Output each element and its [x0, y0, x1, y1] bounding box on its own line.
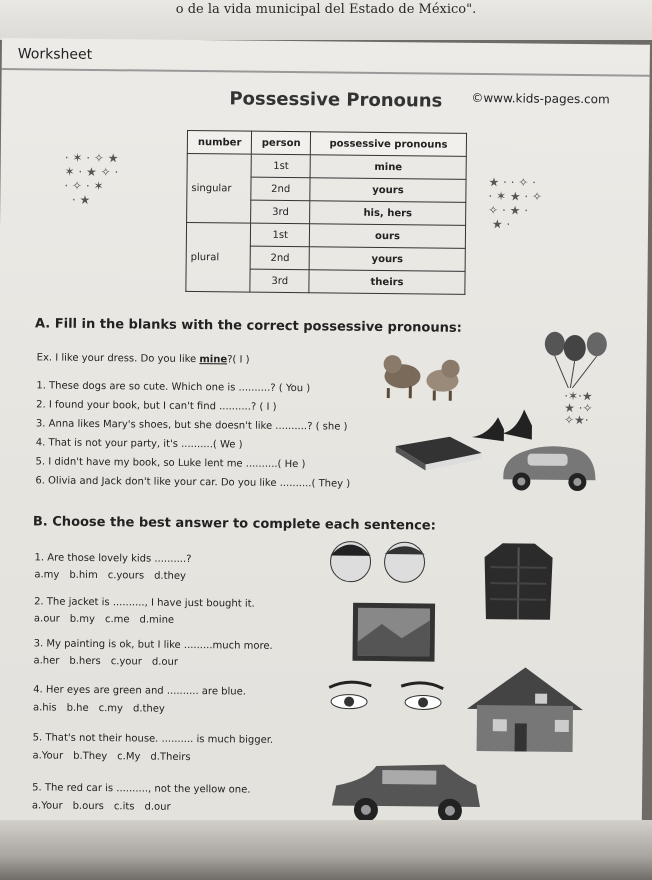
sparkle-decoration-right: ★ · · ✧ · · ✶ ★ · ✧ ✧ · ★ · ★ ·	[488, 175, 543, 232]
option-d: d.they	[154, 570, 187, 582]
option-b: b.ours	[72, 800, 104, 813]
option-c: c.yours	[107, 570, 145, 582]
car-illustration	[497, 435, 600, 494]
exercise-b-options	[34, 613, 184, 626]
table-cell-pronoun: his, hers	[310, 201, 466, 226]
option-b: b.my	[69, 613, 96, 626]
table-cell-person: 2nd	[251, 177, 310, 201]
top-caption: o de la vida municipal del Estado de México".	[175, 2, 477, 17]
option-d: d.mine	[139, 614, 175, 626]
balloons-illustration	[538, 330, 611, 391]
table-cell-pronoun: yours	[309, 247, 465, 272]
example-sentence	[37, 352, 250, 365]
kids-faces-illustration	[320, 533, 437, 586]
option-a: a.my	[34, 569, 60, 581]
dogs-illustration	[376, 348, 469, 403]
section-b-title: B. Choose the best answer to complete each sentence:	[32, 514, 436, 534]
option-d: d.our	[144, 801, 171, 813]
exercise-b-question: 3. My painting is ok, but I like .........much more.	[33, 638, 273, 652]
table-cell-pronoun: ours	[309, 224, 465, 249]
site-credit: ©www.kids-pages.com	[471, 90, 610, 107]
book-illustration	[389, 432, 485, 473]
table-group-plural: plural	[186, 222, 251, 292]
exercise-a-item: 2. I found your book, but I can't find ..........? ( I )	[36, 399, 277, 413]
option-c: c.its	[113, 801, 135, 813]
table-header-pronouns: possessive pronouns	[310, 132, 466, 157]
option-a: a.Your	[31, 800, 63, 812]
exercise-a-item: 5. I didn't have my book, so Luke lent me ..........( He )	[35, 456, 306, 471]
table-group-singular: singular	[187, 153, 252, 223]
option-d: d.our	[151, 656, 179, 668]
example-answer: mine	[199, 354, 228, 366]
option-a: a.his	[32, 702, 57, 714]
option-b: b.hers	[69, 655, 101, 668]
red-car-illustration	[326, 757, 487, 829]
table-cell-person: 3rd	[251, 200, 310, 224]
eyes-illustration	[325, 677, 449, 718]
table-header-number: number	[187, 130, 252, 154]
worksheet-title: Possessive Pronouns	[229, 88, 443, 112]
table-cell-pronoun: mine	[310, 155, 466, 180]
possessive-pronouns-table	[185, 130, 467, 295]
header-divider	[2, 68, 650, 77]
table-cell-pronoun: yours	[310, 178, 466, 203]
table-cell-person: 1st	[252, 154, 311, 178]
exercise-b-options	[32, 800, 181, 813]
option-d: d.Theirs	[150, 751, 191, 764]
exercise-b-question: 1. Are those lovely kids ..........?	[34, 552, 192, 566]
option-a: a.Your	[32, 750, 64, 762]
exercise-b-options	[32, 750, 200, 763]
option-c: c.me	[104, 614, 130, 626]
table-cell-person: 1st	[251, 223, 310, 247]
option-c: c.your	[110, 656, 142, 668]
exercise-a-item: 6. Olivia and Jack don't like your car. Do you like ..........( They )	[35, 475, 351, 490]
option-b: b.They	[73, 750, 108, 763]
exercise-b-question: 5. That's not their house. .......... is much bigger.	[32, 732, 274, 746]
table-cell-person: 2nd	[251, 246, 310, 270]
example-after: ?( I )	[227, 354, 250, 366]
option-d: d.they	[132, 703, 165, 715]
option-b: b.he	[66, 702, 89, 714]
example-before: Ex. I like your dress. Do you like	[36, 352, 200, 366]
exercise-b-options	[34, 569, 196, 582]
sparkle-decoration-small: ·✶·★ ★ ·✧ ✧★·	[563, 388, 593, 428]
exercise-a-item: 4. That is not your party, it's ..........( We )	[35, 437, 243, 451]
exercise-a-item: 1. These dogs are so cute. Which one is ..........? ( You )	[36, 380, 311, 395]
sparkle-decoration-left: · ✶ · ✧ ★ ✶ · ★ ✧ · · ✧ · ✶ · ★	[64, 150, 119, 207]
option-b: b.him	[69, 569, 98, 582]
exercise-a-item: 3. Anna likes Mary's shoes, but she doesn't like ..........? ( she )	[35, 418, 348, 433]
worksheet-label: Worksheet	[17, 46, 93, 63]
exercise-b-options	[33, 655, 188, 668]
section-a-title: A. Fill in the blanks with the correct possessive pronouns:	[34, 316, 462, 336]
table-cell-pronoun: theirs	[309, 270, 465, 295]
table-header-person: person	[252, 131, 311, 155]
exercise-b-question: 5. The red car is .........., not the yellow one.	[32, 782, 251, 796]
house-illustration	[463, 663, 588, 754]
option-c: c.My	[117, 751, 141, 763]
option-a: a.our	[33, 613, 60, 625]
table-cell-person: 3rd	[250, 269, 309, 293]
page-bottom-shadow	[0, 820, 652, 880]
exercise-b-question: 4. Her eyes are green and .......... are blue.	[33, 684, 247, 698]
worksheet-paper	[0, 38, 650, 877]
option-a: a.her	[33, 655, 60, 667]
jacket-illustration	[480, 537, 557, 628]
painting-illustration	[351, 602, 436, 663]
option-c: c.my	[98, 703, 124, 715]
exercise-b-question: 2. The jacket is .........., I have just bought it.	[34, 596, 255, 610]
exercise-b-options	[33, 702, 175, 714]
page-top-strip	[0, 0, 652, 40]
